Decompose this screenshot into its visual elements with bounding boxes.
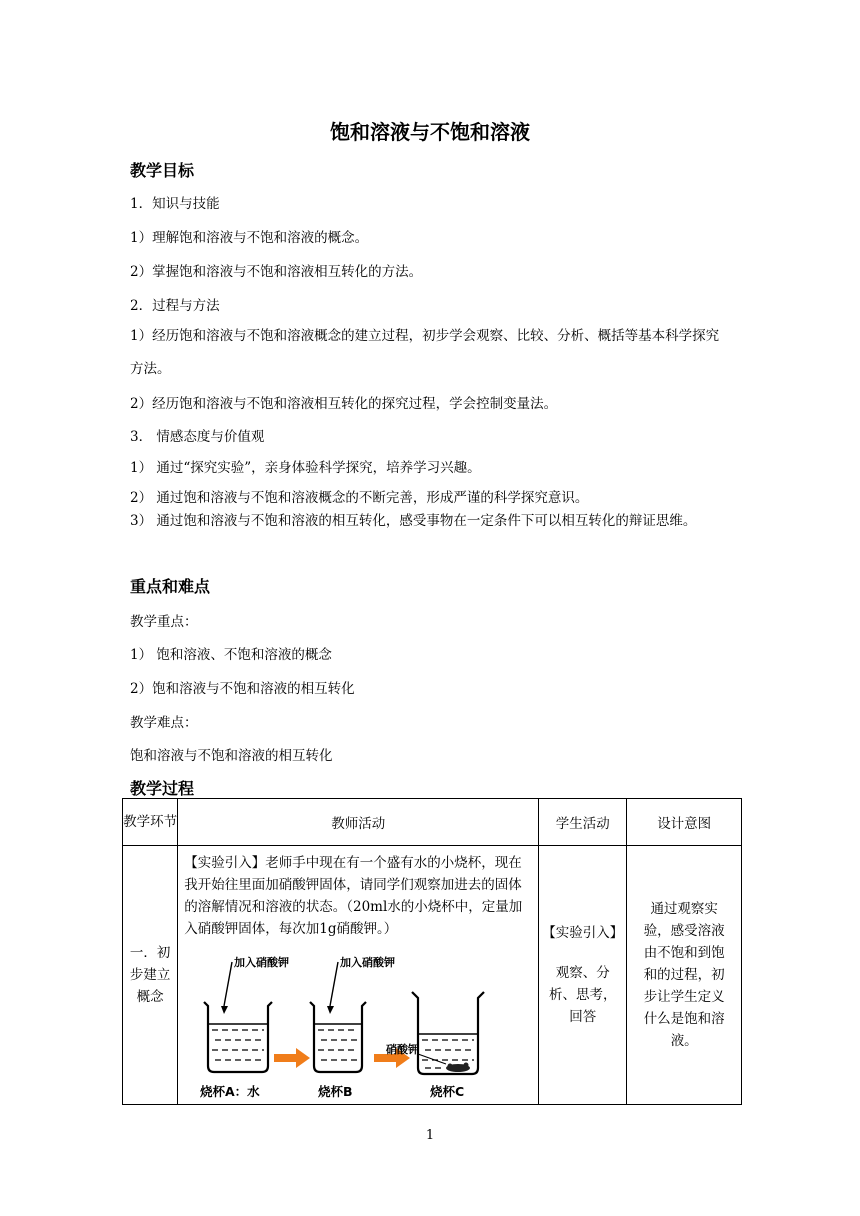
header-student: 学生活动 xyxy=(539,799,627,846)
goal-line: 2） 通过饱和溶液与不饱和溶液概念的不断完善，形成严谨的科学探究意识。 xyxy=(130,490,589,506)
key-line: 教学难点： xyxy=(130,715,198,731)
experiment-figure xyxy=(178,940,538,1100)
caption-beaker-c: 烧杯C xyxy=(430,1084,465,1099)
header-intent: 设计意图 xyxy=(627,799,742,846)
page-title: 饱和溶液与不饱和溶液 xyxy=(330,120,530,144)
goal-line: 3． 情感态度与价值观 xyxy=(130,429,265,445)
goal-line: 3） 通过饱和溶液与不饱和溶液的相互转化，感受事物在一定条件下可以相互转化的辩证思维。 xyxy=(130,513,697,529)
teacher-text: 【实验引入】老师手中现在有一个盛有水的小烧杯，现在我开始往里面加硝酸钾固体，请同学们观察加进去的固体的溶解情况和溶液的状态。（20ml水的小烧杯中，定量加入硝酸钾固体，每次加1g硝酸钾。） xyxy=(184,855,523,937)
student-cell xyxy=(539,846,627,1105)
solid-label: 硝酸钾 xyxy=(386,1043,420,1056)
goal-line: 1．知识与技能 xyxy=(130,196,220,212)
key-line: 2）饱和溶液与不饱和溶液的相互转化 xyxy=(130,681,355,697)
intent-text: 通过观察实验，感受溶液由不饱和到饱和的过程，初步让学生定义什么是饱和溶液。 xyxy=(643,901,725,1049)
heading-key-points: 重点和难点 xyxy=(130,577,211,596)
heading-goals: 教学目标 xyxy=(130,161,195,180)
orange-arrow-icon xyxy=(274,1048,310,1068)
process-table xyxy=(122,798,742,1105)
goal-line: 1） 通过“探究实验”，亲身体验科学探究，培养学习兴趣。 xyxy=(130,460,481,476)
header-teacher: 教师活动 xyxy=(178,799,539,846)
caption-beaker-b: 烧杯B xyxy=(318,1084,353,1099)
beaker-b xyxy=(310,1002,366,1072)
page-number: 1 xyxy=(425,1128,435,1143)
intent-cell xyxy=(627,846,742,1105)
stage-cell: 一．初步建立概念 xyxy=(123,846,178,1105)
goal-line: 1）理解饱和溶液与不饱和溶液的概念。 xyxy=(130,230,369,246)
teacher-cell xyxy=(178,846,539,1105)
caption-beaker-a: 烧杯A：水 xyxy=(200,1084,260,1099)
beaker-c xyxy=(412,992,484,1074)
key-line: 饱和溶液与不饱和溶液的相互转化 xyxy=(130,748,333,764)
key-line: 1） 饱和溶液、不饱和溶液的概念 xyxy=(130,647,332,663)
add-label-2: 加入硝酸钾 xyxy=(340,956,396,969)
key-line: 教学重点： xyxy=(130,614,198,630)
goal-line: 2．过程与方法 xyxy=(130,298,220,314)
goal-line: 1）经历饱和溶液与不饱和溶液概念的建立过程，初步学会观察、比较、分析、概括等基本科学探究方法。 xyxy=(130,328,720,377)
student-title: 【实验引入】 xyxy=(542,925,624,941)
heading-process: 教学过程 xyxy=(130,779,195,798)
goal-line: 2）掌握饱和溶液与不饱和溶液相互转化的方法。 xyxy=(130,264,423,280)
student-body: 观察、分析、思考，回答 xyxy=(549,965,617,1025)
goal-line: 2）经历饱和溶液与不饱和溶液相互转化的探究过程，学会控制变量法。 xyxy=(130,396,558,412)
header-stage: 教学环节 xyxy=(123,799,178,846)
beaker-a xyxy=(204,1002,272,1072)
add-arrow-icon xyxy=(330,962,338,1006)
add-arrow-icon xyxy=(224,962,232,1006)
add-label-1: 加入硝酸钾 xyxy=(234,956,290,969)
